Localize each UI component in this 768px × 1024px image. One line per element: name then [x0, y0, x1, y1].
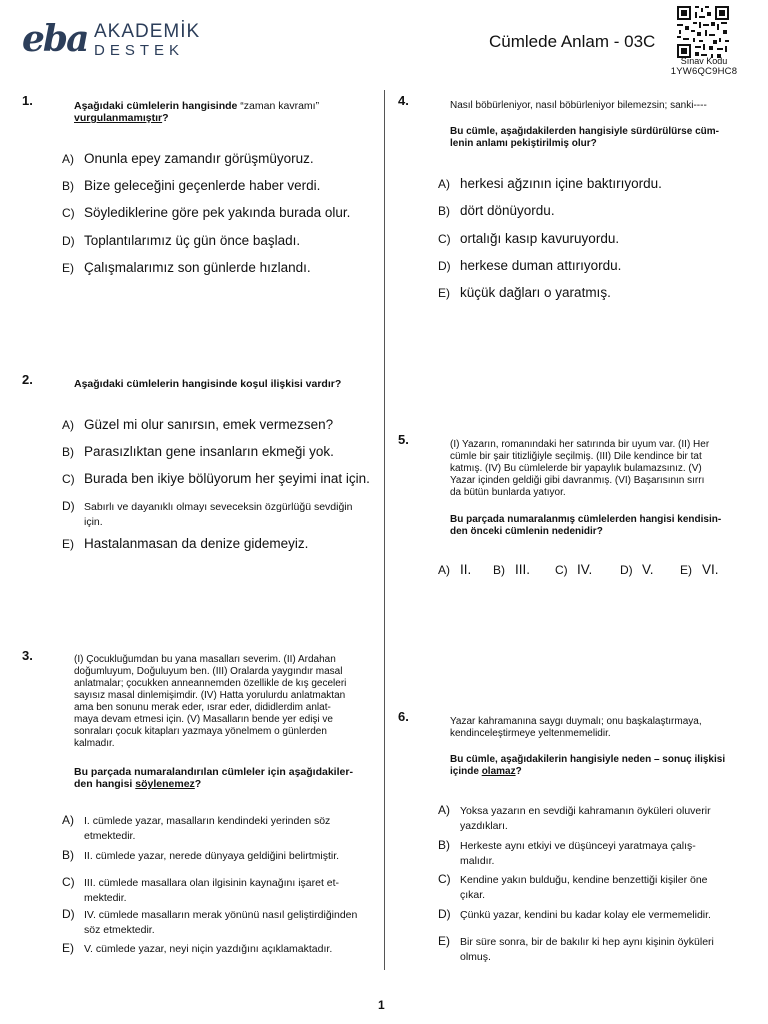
question-5-option-b[interactable]: B) III.: [493, 562, 531, 577]
question-1-option-e[interactable]: E) Çalışmalarımız son günlerde hızlandı.: [62, 260, 311, 275]
question-6-question: Bu cümle, aşağıdakilerin hangisiyle neden – sonuç ilişkisi içinde olamaz?: [450, 754, 726, 777]
question-1-option-c[interactable]: C) Söylediklerine göre pek yakında burada olur.: [62, 205, 351, 220]
question-4-option-b[interactable]: B) dört dönüyordu.: [438, 203, 555, 218]
question-4-option-d[interactable]: D) herkese duman attırıyordu.: [438, 258, 622, 273]
question-6-option-e[interactable]: E) Bir süre sonra, bir de bakılır ki hep aynı kişinin öyküleri olmuş.: [438, 934, 714, 963]
question-5-option-d[interactable]: D) V.: [620, 562, 654, 577]
question-2-option-c[interactable]: C) Burada ben ikiye bölüyorum her şeyimi inat için.: [62, 471, 370, 486]
eba-akademik-destek-logo: [22, 18, 202, 62]
question-1-number: 1.: [22, 93, 33, 108]
question-6-number: 6.: [398, 709, 409, 724]
question-3-option-a[interactable]: A) I. cümlede yazar, masalların kendindeki yerinden söz etmektedir.: [62, 813, 331, 842]
exam-code-label: Sınav Kodu: [680, 56, 728, 66]
question-3-option-e[interactable]: E) V. cümlede yazar, neyi niçin yazdığını açıklamaktadır.: [62, 941, 333, 955]
logo-text-destek: DESTEK: [94, 42, 185, 59]
question-2-stem: Aşağıdaki cümlelerin hangisinde koşul ilişkisi vardır?: [74, 378, 342, 390]
question-6-option-b[interactable]: B) Herkeste aynı etkiyi ve düşünceyi yaratmaya çalış- malıdır.: [438, 838, 696, 867]
question-1-stem: Aşağıdaki cümlelerin hangisinde “zaman kavramı” vurgulanmamıştır?: [74, 100, 320, 124]
question-1-option-a[interactable]: A) Onunla epey zamandır görüşmüyoruz.: [62, 151, 314, 166]
question-5-option-c[interactable]: C) IV.: [555, 562, 593, 577]
question-2-option-e[interactable]: E) Hastalanmasan da denize gidemeyiz.: [62, 536, 309, 551]
question-3-number: 3.: [22, 648, 33, 663]
question-4-option-c[interactable]: C) ortalığı kasıp kavuruyordu.: [438, 231, 620, 246]
question-5-number: 5.: [398, 432, 409, 447]
logo-text-akademik: AKADEMİK: [94, 21, 201, 42]
question-4-option-e[interactable]: E) küçük dağları o yaratmış.: [438, 285, 611, 300]
question-3-passage: (I) Çocukluğumdan bu yana masalları severim. (II) Ardahan doğumluyum, Doğuluyum ben. (III) Oralarda yaygındır masal anlatmalar; çocukken anneannemden özellikle de kış geceleri sayısız masal dinlemişimdir. (IV) Hatta yorulurdu anlatmaktan ama ben sonunu merak eder, ısrar eder, dididlerdim anlat- maya devam etmesi için. (V) Masalların bende yer edişi ve sonraları çocuk kitapları yazmaya yönelmem o günlerden kalmadır.: [74, 654, 347, 749]
question-4-sentence: Nasıl böbürleniyor, nasıl böbürleniyor bilemezsin; sanki----: [450, 100, 707, 111]
question-3-question: Bu parçada numaralandırılan cümleler için aşağıdakiler- den hangisi söylenemez?: [74, 766, 353, 790]
question-2-option-d[interactable]: D) Sabırlı ve dayanıklı olmayı seveceksin özgürlüğü sevdiğin için.: [62, 499, 353, 528]
question-6-option-d[interactable]: D) Çünkü yazar, kendini bu kadar kolay ele vermemelidir.: [438, 907, 711, 921]
question-6-passage: Yazar kahramanına saygı duymalı; onu başkalaştırmaya, kendinceleştirmeye yeltenmemelidir.: [450, 716, 702, 739]
question-5-option-a[interactable]: A) II.: [438, 562, 472, 577]
question-2-option-b[interactable]: B) Parasızlıktan gene insanların ekmeği yok.: [62, 444, 334, 459]
column-divider: [384, 90, 385, 970]
question-5-passage: (I) Yazarın, romanındaki her satırında bir uyum var. (II) Her cümle bir şair titizliğiyle seçilmiş. (III) Dile kendince bir tat katmış. (IV) Bu cümlelerde bir yapaylık bulamazsınız. (V) Yazar içinden geldiği gibi davranmış. (VI) Başarısının sırrı da bütün bunlarda yatıyor.: [450, 439, 710, 498]
question-5-option-e[interactable]: E) VI.: [680, 562, 719, 577]
question-2-number: 2.: [22, 372, 33, 387]
logo-mark: eba: [22, 18, 88, 60]
page-number: 1: [378, 998, 385, 1012]
question-2-option-a[interactable]: A) Güzel mi olur sanırsın, emek vermezsen?: [62, 417, 334, 432]
question-6-option-a[interactable]: A) Yoksa yazarın en sevdiği kahramanın öyküleri oluverir yazdıkları.: [438, 803, 711, 832]
question-3-option-b[interactable]: B) II. cümlede yazar, nerede dünyaya geldiğini belirtmiştir.: [62, 848, 340, 862]
question-4-option-a[interactable]: A) herkesi ağzının içine baktırıyordu.: [438, 176, 662, 191]
question-6-option-c[interactable]: C) Kendine yakın bulduğu, kendine benzettiği kişiler öne çıkar.: [438, 872, 708, 901]
question-4-question: Bu cümle, aşağıdakilerden hangisiyle sürdürülürse cüm- lenin anlamı pekiştirilmiş olur?: [450, 126, 719, 149]
question-5-question: Bu parçada numaralanmış cümlelerden hangisi kendisin- den önceki cümlenin nedenidir?: [450, 514, 722, 537]
question-1-option-d[interactable]: D) Toplantılarımız üç gün önce başladı.: [62, 233, 301, 248]
question-3-option-c[interactable]: C) III. cümlede masallara olan ilgisinin kaynağını işaret et- mektedir.: [62, 875, 340, 904]
qr-code-icon: [675, 4, 731, 60]
question-1-option-b[interactable]: B) Bize geleceğini geçenlerde haber verdi.: [62, 178, 321, 193]
question-3-option-d[interactable]: D) IV. cümlede masalların merak yönünü nasıl geliştirdiğinden söz etmektedir.: [62, 907, 358, 936]
exam-code-value: 1YW6QC9HC8: [670, 66, 738, 77]
document-title: Cümlede Anlam - 03C: [489, 32, 656, 51]
question-4-number: 4.: [398, 93, 409, 108]
